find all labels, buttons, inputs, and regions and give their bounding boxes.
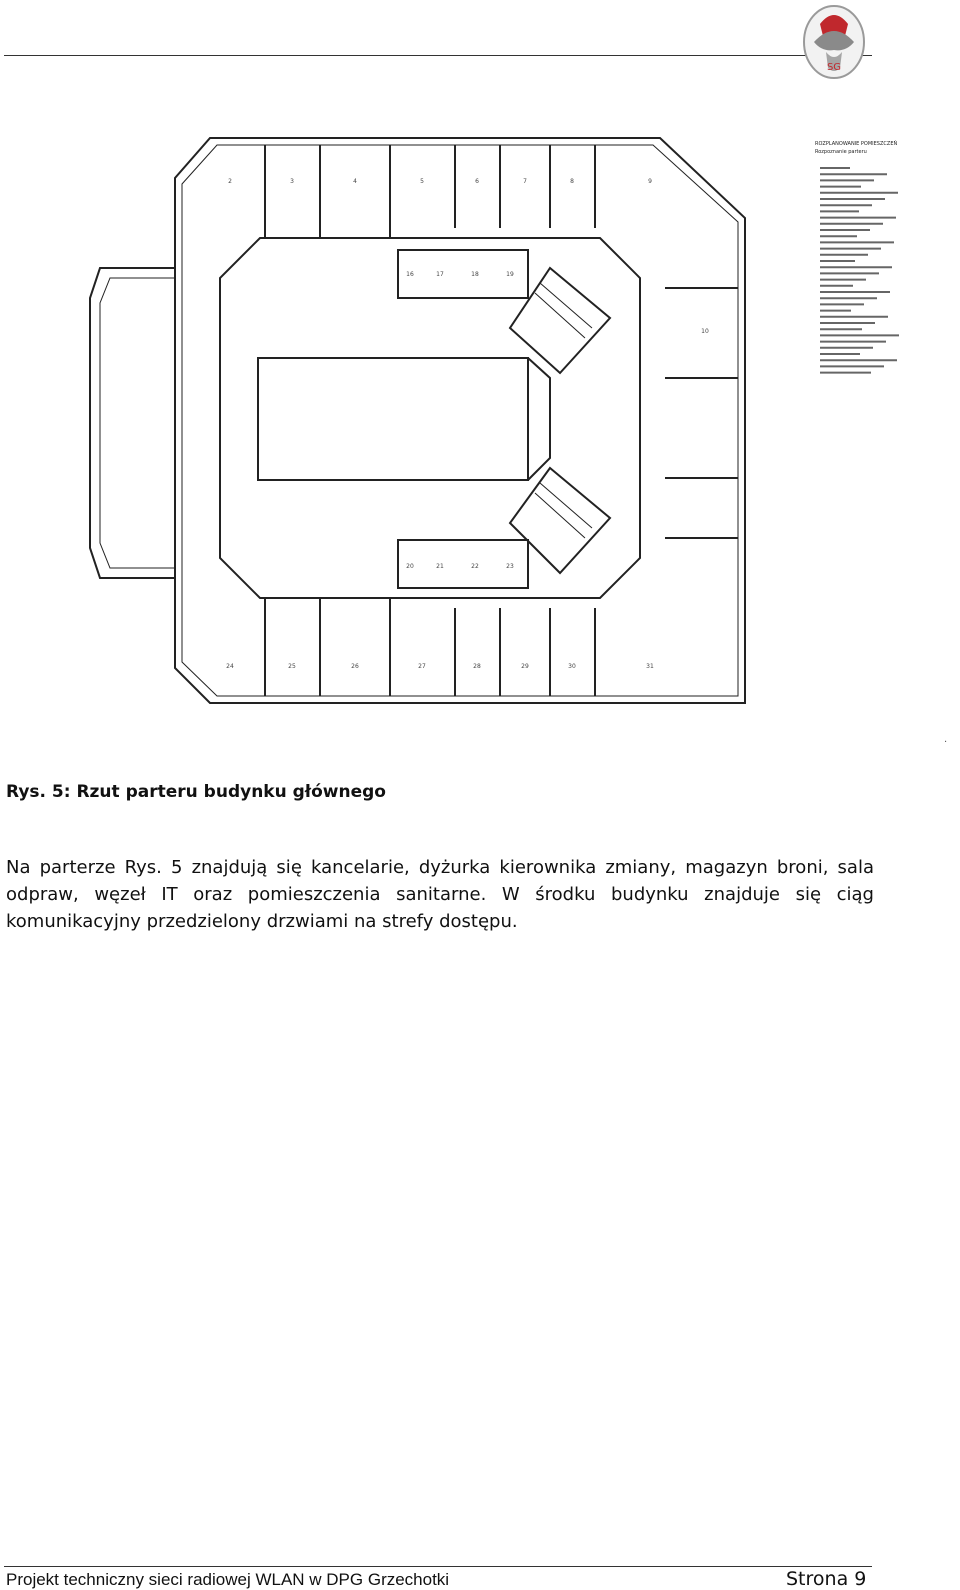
room-label: 23 xyxy=(506,563,514,570)
room-label: 21 xyxy=(436,563,444,570)
stray-mark: . xyxy=(944,734,948,745)
room-label: 7 xyxy=(523,178,527,185)
footer-title: Projekt techniczny sieci radiowej WLAN w DPG Grzechotki xyxy=(6,1570,450,1589)
room-label: 29 xyxy=(521,663,529,670)
footer-rule xyxy=(4,1566,872,1567)
body-paragraph: Na parterze Rys. 5 znajdują się kancelarie, dyżurka kierownika zmiany, magazyn broni, sala odpraw, węzeł IT oraz pomieszczenia sanitarne. W środku budynku znajduje się ciąg komunikacyjny przedzielony drzwiami na strefy dostępu. xyxy=(6,857,874,932)
room-label: 17 xyxy=(436,271,444,278)
eagle-emblem-icon xyxy=(800,2,868,80)
room-label: 8 xyxy=(570,178,574,185)
room-label: 20 xyxy=(406,563,414,570)
svg-text:SG: SG xyxy=(826,62,842,73)
room-label: 4 xyxy=(353,178,357,185)
plan-legend xyxy=(815,140,899,373)
room-label: 27 xyxy=(418,663,426,670)
room-label: 22 xyxy=(471,563,479,570)
page-number: Strona 9 xyxy=(786,1568,867,1590)
room-label: 25 xyxy=(288,663,296,670)
room-label: 10 xyxy=(701,328,709,335)
header-rule xyxy=(4,55,872,56)
room-label: 19 xyxy=(506,271,514,278)
figure-caption: Rys. 5: Rzut parteru budynku głównego xyxy=(6,782,386,802)
room-label: 9 xyxy=(648,178,652,185)
room-label: 24 xyxy=(226,663,234,670)
room-label: 3 xyxy=(290,178,294,185)
legend-subtitle: Rozpoznanie parteru xyxy=(815,149,867,155)
room-label: 2 xyxy=(228,178,232,185)
room-label: 28 xyxy=(473,663,481,670)
room-label: 6 xyxy=(475,178,479,185)
room-label: 26 xyxy=(351,663,359,670)
room-label: 16 xyxy=(406,271,414,278)
room-label: 30 xyxy=(568,663,576,670)
room-label: 5 xyxy=(420,178,424,185)
legend-title: ROZPLANOWANIE POMIESZCZEŃ xyxy=(815,141,898,147)
floor-plan-diagram xyxy=(80,128,920,728)
room-label: 18 xyxy=(471,271,479,278)
room-label: 31 xyxy=(646,663,654,670)
